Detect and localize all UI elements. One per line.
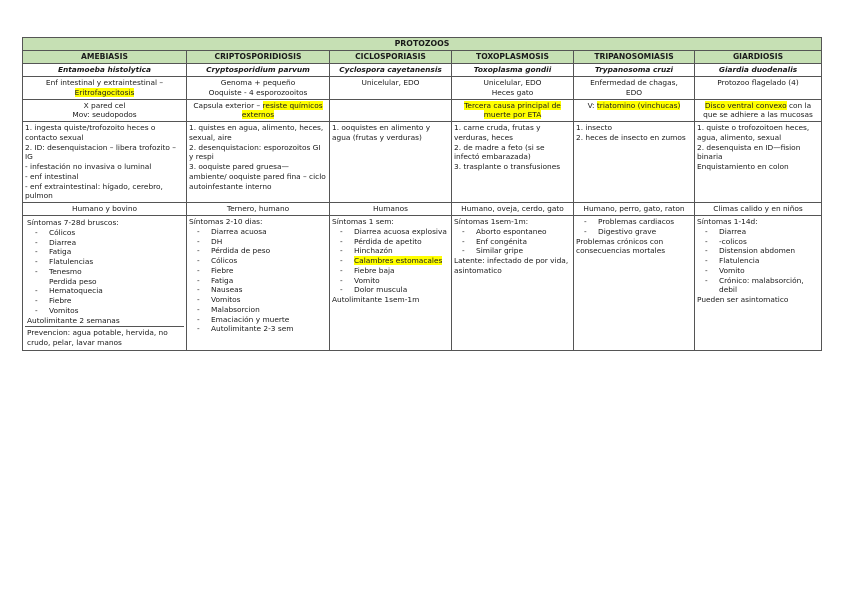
table-cell: Síntomas 1-14d: - Diarrea - -colicos - Distension abdomen - Flatulencia - Vomito - Crónico: malabsorción, debil Pueden ser asintomatico	[695, 216, 822, 351]
table-cell: Genoma + pequeño Ooquiste - 4 esporozooitos	[187, 77, 330, 100]
table-cell: Capsula exterior – resiste químicos externos	[187, 99, 330, 122]
species-name: Trypanosoma cruzi	[574, 64, 695, 77]
table-cell: X pared cel Mov: seudopodos	[23, 99, 187, 122]
symptom-list: - Diarrea acuosa explosiva - Pérdida de apetito - Hinchazón - Calambres estomacales - Fiebre baja - Vomito - Dolor muscula	[332, 227, 449, 295]
species-name: Cryptosporidium parvum	[187, 64, 330, 77]
table-cell: Síntomas 1 sem: - Diarrea acuosa explosiva - Pérdida de apetito - Hinchazón - Calambres estomacales - Fiebre baja - Vomito - Dolor muscula Autolimitante 1sem-1m	[330, 216, 452, 351]
table-cell: 1. quistes en agua, alimento, heces, sexual, aire 2. desenquistacion: esporozoitos GI y respi 3. ooquiste pared gruesa— ambiente/ ooquiste pared fina – ciclo autoinfestante interno	[187, 122, 330, 203]
table-cell	[452, 99, 574, 122]
table-cell: 1. insecto 2. heces de insecto en zumos	[574, 122, 695, 203]
table-cell: Enfermedad de chagas, EDO	[574, 77, 695, 100]
table-row	[23, 216, 822, 351]
table-cell: 1. ingesta quiste/trofozoito heces o contacto sexual 2. ID: desenquistacion – libera trofozito – IG - infestación no invasiva o luminal - enf intestinal - enf extraintestinal: hígado, cerebro, pulmon	[23, 122, 187, 203]
table-cell: Climas calido y en niños	[695, 203, 822, 216]
table-cell: Unicelular, EDO Heces gato	[452, 77, 574, 100]
table-cell: Síntomas 2-10 dias: - Diarrea acuosa - DH - Pérdida de peso - Cólicos - Fiebre - Fatiga - Nauseas - Vomitos - Malabsorcion - Emaciación y muerte - Autolimitante 2-3 sem	[187, 216, 330, 351]
table-cell: Humano, oveja, cerdo, gato	[452, 203, 574, 216]
table-cell: 1. ooquistes en alimento y agua (frutas y verduras)	[330, 122, 452, 203]
highlighted-text: Calambres estomacales	[354, 256, 443, 266]
symptom-list: - Cólicos - Diarrea - Fatiga - Flatulencias - Tenesmo	[27, 228, 182, 277]
table-cell: 1. quiste o trofozoitoen heces, agua, alimento, sexual 2. desenquista en ID—fision binaria Enquistamiento en colon	[695, 122, 822, 203]
table-cell: Síntomas 7-28d bruscos: - Cólicos - Diarrea - Fatiga - Flatulencias - Tenesmo Perdida peso - Hematoquecia - Fiebre - Vomitos Autolimitante 2 semanas Prevencion: agua potable, hervida, no crudo, pelar, lavar manos	[23, 216, 187, 351]
column-header: CICLOSPORIASIS	[330, 51, 452, 64]
species-name: Giardia duodenalis	[695, 64, 822, 77]
table-row	[23, 122, 822, 203]
highlighted-text: resiste químicos externos	[241, 100, 323, 120]
symptom-list: - Aborto espontaneo - Enf congénita - Similar gripe	[454, 227, 571, 256]
table-cell: Enf intestinal y extraintestinal – Eritrofagocitosis	[23, 77, 187, 100]
table-cell: Disco ventral convexo con la que se adhiere a las mucosas	[695, 99, 822, 122]
table-row	[23, 77, 822, 100]
column-header: AMEBIASIS	[23, 51, 187, 64]
protozoos-table	[22, 37, 822, 351]
species-row	[23, 64, 822, 77]
symptom-list: - Problemas cardiacos - Digestivo grave	[576, 217, 692, 237]
table-cell: Ternero, humano	[187, 203, 330, 216]
species-name: Entamoeba histolytica	[23, 64, 187, 77]
table-cell: Humanos	[330, 203, 452, 216]
table-row	[23, 99, 822, 122]
table-row	[23, 203, 822, 216]
table-title: PROTOZOOS	[23, 38, 822, 51]
prevention-note: Prevencion: agua potable, hervida, no crudo, pelar, lavar manos	[25, 326, 184, 349]
symptom-list: - Diarrea acuosa - DH - Pérdida de peso - Cólicos - Fiebre - Fatiga - Nauseas - Vomitos - Malabsorcion - Emaciación y muerte - Autolimitante 2-3 sem	[189, 227, 327, 334]
highlighted-text: triatomino (vinchucas)	[596, 100, 681, 110]
table-cell: - Problemas cardiacos - Digestivo grave Problemas crónicos con consecuencias mortales	[574, 216, 695, 351]
column-header: TRIPANOSOMIASIS	[574, 51, 695, 64]
column-header: GIARDIOSIS	[695, 51, 822, 64]
symptom-list: - Diarrea - -colicos - Distension abdomen - Flatulencia - Vomito - Crónico: malabsorción, debil	[697, 227, 819, 295]
header-row	[23, 51, 822, 64]
table-cell: 1. carne cruda, frutas y verduras, heces 2. de madre a feto (si se infectó embarazada) 3. trasplante o transfusiones	[452, 122, 574, 203]
table-cell: Protozoo flagelado (4)	[695, 77, 822, 100]
column-header: CRIPTOSPORIDIOSIS	[187, 51, 330, 64]
highlighted-text: Eritrofagocitosis	[74, 87, 135, 97]
table-cell: Síntomas 1sem-1m: - Aborto espontaneo - Enf congénita - Similar gripe Latente: infectado de por vida, asintomatico	[452, 216, 574, 351]
table-cell	[330, 99, 452, 122]
highlighted-text: Disco ventral convexo	[704, 100, 787, 110]
highlighted-text: Tercera causa principal de muerte por ETA	[464, 100, 561, 120]
table-cell: Humano y bovino	[23, 203, 187, 216]
species-name: Cyclospora cayetanensis	[330, 64, 452, 77]
table-cell: Unicelular, EDO	[330, 77, 452, 100]
column-header: TOXOPLASMOSIS	[452, 51, 574, 64]
species-name: Toxoplasma gondii	[452, 64, 574, 77]
table-cell: Humano, perro, gato, raton	[574, 203, 695, 216]
table-cell: V: triatomino (vinchucas)	[574, 99, 695, 122]
